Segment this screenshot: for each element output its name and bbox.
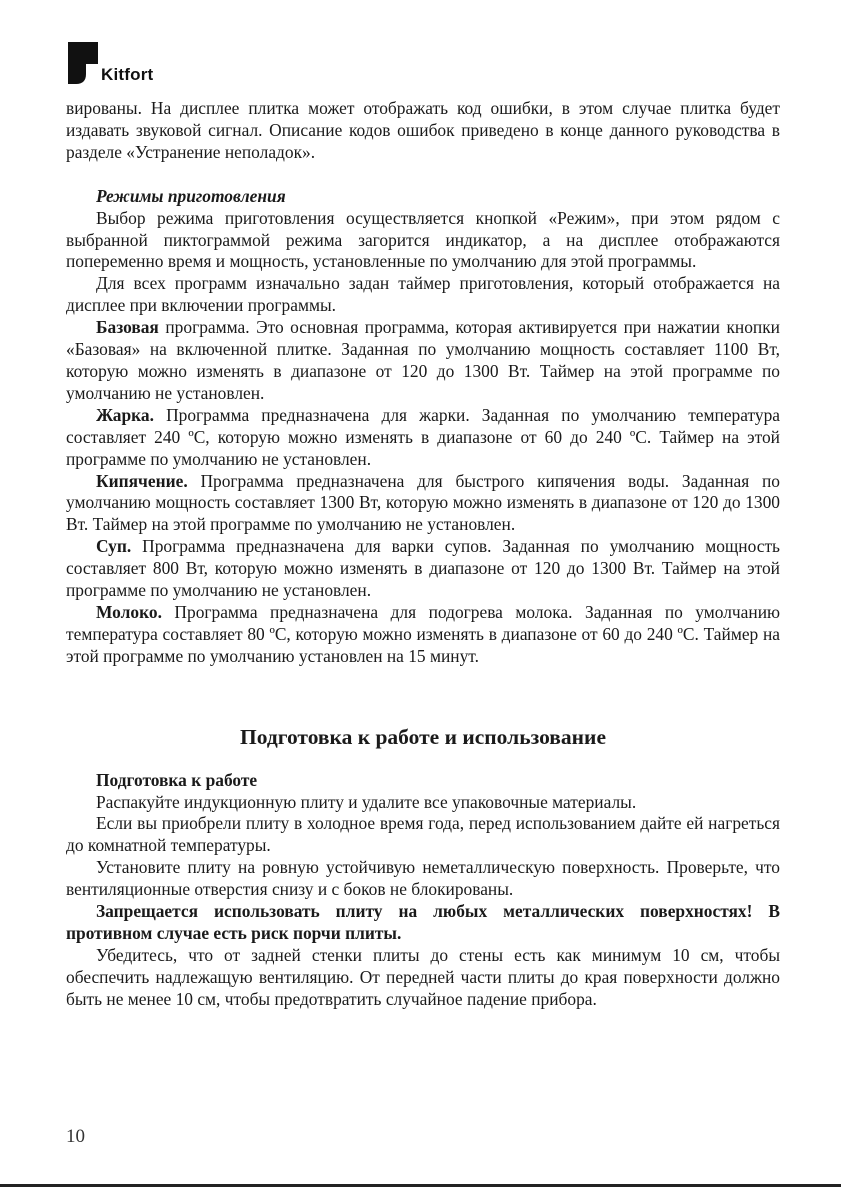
kitfort-logo-icon <box>66 40 100 86</box>
program-soup <box>66 536 780 602</box>
spacer <box>66 164 780 186</box>
page-number: 10 <box>66 1126 85 1147</box>
program-description: Программа предназначена для жарки. Заданная по умолчанию температура составляет 240 ºС, которую можно изменять в диапазоне от 60 до 240 ºС. Таймер на этой программе по умолчанию не установлен. <box>66 404 780 469</box>
program-name: Базовая <box>96 317 159 338</box>
page-content <box>66 98 780 1011</box>
program-name: Молоко. <box>96 601 162 622</box>
program-description: Программа предназначена для подогрева молока. Заданная по умолчанию температура составляет 80 ºС, которую можно изменять в диапазоне от 60 до 240 ºС. Таймер на этой программе по умолчанию установлен на 15 минут. <box>66 601 780 666</box>
footer-divider <box>0 1184 841 1187</box>
program-boiling <box>66 471 780 537</box>
preparation-paragraph-1: Распакуйте индукционную плиту и удалите все упаковочные материалы. <box>96 791 637 812</box>
program-basic <box>66 317 780 405</box>
modes-paragraph-1: Выбор режима приготовления осуществляется кнопкой «Режим», при этом рядом с выбранной пиктограммой режима загорится индикатор, а на дисплее отображаются попеременно время и мощность, установленные по умолчанию для этой программы. <box>66 207 780 272</box>
brand-logo <box>66 40 153 86</box>
program-name: Суп. <box>96 536 132 557</box>
section-title: Подготовка к работе и использование <box>240 724 606 749</box>
brand-logo-text: Kitfort <box>101 65 154 84</box>
warning-paragraph: Запрещается использовать плиту на любых металлических поверхностях! В противном случае есть риск порчи плиты. <box>66 901 780 943</box>
intro-paragraph: вированы. На дисплее плитка может отображать код ошибки, в этом случае плитка будет издавать звуковой сигнал. Описание кодов ошибок приведено в конце данного руководства в разделе «Устранение неполадок». <box>66 98 780 162</box>
program-name: Кипячение. <box>96 470 188 491</box>
preparation-subheading: Подготовка к работе <box>96 769 258 790</box>
program-description: Программа предназначена для быстрого кипячения воды. Заданная по умолчанию мощность составляет 1300 Вт, которую можно изменять в диапазоне от 120 до 1300 Вт. Таймер на этой программе по умолчанию не установлен. <box>66 470 780 535</box>
preparation-paragraph-2: Если вы приобрели плиту в холодное время года, перед использованием дайте ей нагреться до комнатной температуры. <box>66 813 780 856</box>
program-milk <box>66 602 780 668</box>
program-name: Жарка. <box>96 404 154 425</box>
modes-heading: Режимы приготовления <box>96 185 286 206</box>
modes-paragraph-2: Для всех программ изначально задан таймер приготовления, который отображается на дисплее при включении программы. <box>66 273 780 316</box>
program-frying <box>66 405 780 471</box>
spacer <box>66 668 780 724</box>
program-description: Программа предназначена для варки супов. Заданная по умолчанию мощность составляет 800 Вт, которую можно изменять в диапазоне от 120 до 1300 Вт. Таймер на этой программе по умолчанию не установлен. <box>66 536 780 601</box>
preparation-paragraph-3: Установите плиту на ровную устойчивую неметаллическую поверхность. Проверьте, что вентиляционные отверстия снизу и с боков не блокированы. <box>66 857 780 900</box>
preparation-paragraph-4: Убедитесь, что от задней стенки плиты до стены есть как минимум 10 см, чтобы обеспечить надлежащую вентиляцию. От передней части плиты до края поверхности должно быть не менее 10 см, чтобы предотвратить случайное падение прибора. <box>66 944 780 1009</box>
program-description: программа. Это основная программа, которая активируется при нажатии кнопки «Базовая» на включенной плитке. Заданная по умолчанию мощность составляет 1100 Вт, которую можно изменять в диапазоне от 120 до 1300 Вт. Таймер на этой программе по умолчанию не установлен. <box>66 317 780 403</box>
